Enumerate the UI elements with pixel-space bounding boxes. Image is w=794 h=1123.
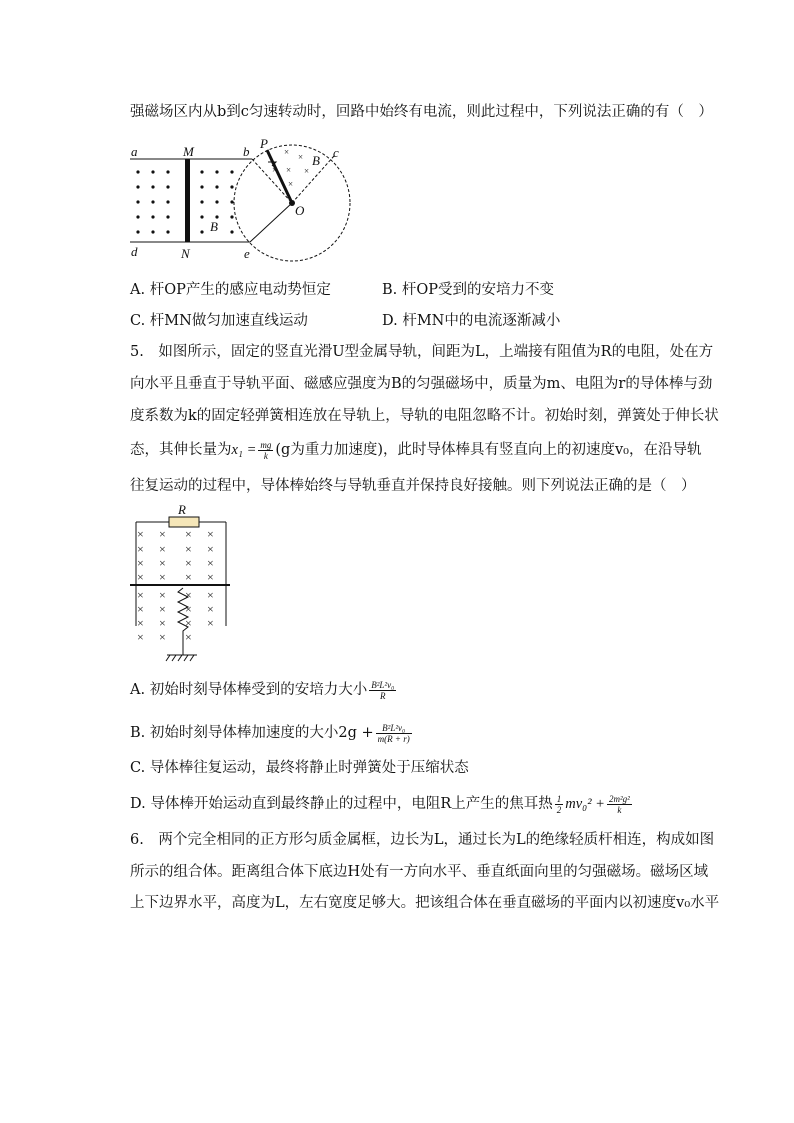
field-dot <box>200 185 203 188</box>
q4-option-a: A. 杆OP产生的感应电动势恒定 <box>130 282 331 298</box>
opt-d-fraction: $\frac{\text{2m²g²}}{k}$ <box>608 793 630 815</box>
q5-option-b: B. 初始时刻导体棒加速度的大小2g + $\frac{\text{B²L²v₀}}{m(R + r)}$ <box>130 722 410 744</box>
label-B: B <box>210 219 218 234</box>
mg-over-k: $\frac{mg}{k}$ <box>260 439 272 461</box>
field-dot <box>230 170 233 173</box>
field-cross: × <box>185 602 192 616</box>
q6-line-3: 上下边界水平，高度为L，左右宽度足够大。把该组合体在垂直磁场的平面内以初速度v₀水平 <box>130 895 720 911</box>
svg-text:×: × <box>272 165 278 175</box>
q5-line-4-post: (g为重力加速度)，此时导体棒具有竖直向上的初速度v₀，在沿导轨 <box>275 442 702 458</box>
half-fraction: $\frac{1}{2}$ <box>556 793 562 815</box>
label-O: O <box>295 203 305 218</box>
field-dot <box>151 200 154 203</box>
field-dot <box>166 200 169 203</box>
field-dot <box>136 230 139 233</box>
field-cross: × <box>137 570 144 584</box>
field-dot <box>166 230 169 233</box>
q5-line-3: 度系数为k的固定轻弹簧相连放在导轨上，导轨的电阻忽略不计。初始时刻，弹簧处于伸长状 <box>130 408 719 424</box>
field-cross: × <box>159 570 166 584</box>
field-dot <box>166 215 169 218</box>
field-cross: × <box>207 542 214 556</box>
field-cross: × <box>137 616 144 630</box>
field-cross: × <box>207 570 214 584</box>
field-cross: × <box>185 527 192 541</box>
q5-figure <box>126 500 236 664</box>
field-cross: × <box>137 556 144 570</box>
field-dot <box>200 200 203 203</box>
field-cross: × <box>137 527 144 541</box>
field-dot <box>151 215 154 218</box>
field-dot <box>230 200 233 203</box>
field-cross: × <box>159 542 166 556</box>
opt-b-fraction: $\frac{\text{B²L²v₀}}{m(R + r)}$ <box>377 722 410 744</box>
field-dot <box>230 185 233 188</box>
field-dot <box>230 215 233 218</box>
field-cross: × <box>207 616 214 630</box>
q5-line-4 <box>130 436 702 464</box>
field-dot <box>136 215 139 218</box>
q5-line-4-pre: 态，其伸长量为 <box>130 442 232 458</box>
field-dot <box>166 185 169 188</box>
q5-option-a: A. 初始时刻导体棒受到的安培力大小 $\frac{\text{B²L²v₀}}{R}$ <box>130 679 395 701</box>
q6-line-2: 所示的组合体。距离组合体下底边H处有一方向水平、垂直纸面向里的匀强磁场。磁场区域 <box>130 864 709 880</box>
label-b: b <box>243 144 250 159</box>
field-dot <box>166 170 169 173</box>
field-cross: × <box>185 630 192 644</box>
field-dot <box>230 230 233 233</box>
q5-line-2: 向水平且垂直于导轨平面、磁感应强度为B的匀强磁场中，质量为m、电阻为r的导体棒与劲 <box>130 376 713 392</box>
field-dot <box>136 185 139 188</box>
q5-option-d: D. 导体棒开始运动直到最终静止的过程中，电阻R上产生的焦耳热 $\frac{1}{2}$ mv₀² + $\frac{\text{2m²g²}}{k}$ <box>130 793 630 815</box>
field-cross: × <box>185 616 192 630</box>
field-dot <box>136 170 139 173</box>
field-cross: × <box>185 570 192 584</box>
label-a: a <box>131 144 138 159</box>
field-dot <box>136 200 139 203</box>
q4-figure <box>126 138 358 262</box>
field-cross: × <box>137 602 144 616</box>
field-dot <box>151 230 154 233</box>
label-P: P <box>260 138 268 151</box>
field-cross: × <box>137 630 144 644</box>
label-e: e <box>244 246 250 261</box>
field-dot <box>151 170 154 173</box>
label-N: N <box>181 246 190 261</box>
field-dot <box>215 200 218 203</box>
label-c: c <box>333 145 339 160</box>
svg-text:×: × <box>286 165 292 175</box>
opt-a-fraction: $\frac{\text{B²L²v₀}}{R}$ <box>371 679 395 701</box>
svg-text:×: × <box>288 179 294 189</box>
field-cross: × <box>185 556 192 570</box>
q6-line-1: 6. 两个完全相同的正方形匀质金属框，边长为L，通过长为L的绝缘轻质杆相连，构成如图 <box>130 832 715 848</box>
intro-line: 强磁场区内从b到c匀速转动时，回路中始终有电流，则此过程中，下列说法正确的有（ ） <box>130 104 713 120</box>
field-cross: × <box>159 616 166 630</box>
q5-line-1: 5. 如图所示，固定的竖直光滑U型金属导轨，间距为L，上端接有阻值为R的电阻，处在方 <box>130 344 714 360</box>
q4-option-c: C. 杆MN做匀加速直线运动 <box>130 313 308 329</box>
field-cross: × <box>207 527 214 541</box>
q4-option-d: D. 杆MN中的电流逐渐减小 <box>382 313 561 329</box>
label-M: M <box>183 144 194 159</box>
field-cross: × <box>207 602 214 616</box>
field-dot <box>215 170 218 173</box>
field-cross: × <box>137 542 144 556</box>
field-cross: × <box>159 527 166 541</box>
resistor-label: R <box>178 502 186 517</box>
field-cross: × <box>137 588 144 602</box>
field-dot <box>200 170 203 173</box>
svg-text:×: × <box>298 152 304 162</box>
field-dot <box>151 185 154 188</box>
field-cross: × <box>159 630 166 644</box>
field-dot <box>200 230 203 233</box>
svg-text:×: × <box>284 147 290 157</box>
field-dot <box>215 185 218 188</box>
q4-option-b: B. 杆OP受到的安培力不变 <box>382 282 555 298</box>
label-B-upper: B <box>312 153 320 168</box>
field-cross: × <box>185 542 192 556</box>
field-cross: × <box>207 588 214 602</box>
svg-text:×: × <box>304 166 310 176</box>
field-cross: × <box>185 588 192 602</box>
q5-line-5: 往复运动的过程中，导体棒始终与导轨垂直并保持良好接触。则下列说法正确的是（ ） <box>130 478 696 494</box>
field-cross: × <box>207 556 214 570</box>
q5-option-c: C. 导体棒往复运动，最终将静止时弹簧处于压缩状态 <box>130 760 469 776</box>
field-cross: × <box>159 602 166 616</box>
label-d: d <box>131 244 138 259</box>
field-cross: × <box>159 588 166 602</box>
field-dot <box>200 215 203 218</box>
x1-symbol: x₁ = <box>231 442 257 458</box>
field-cross: × <box>159 556 166 570</box>
